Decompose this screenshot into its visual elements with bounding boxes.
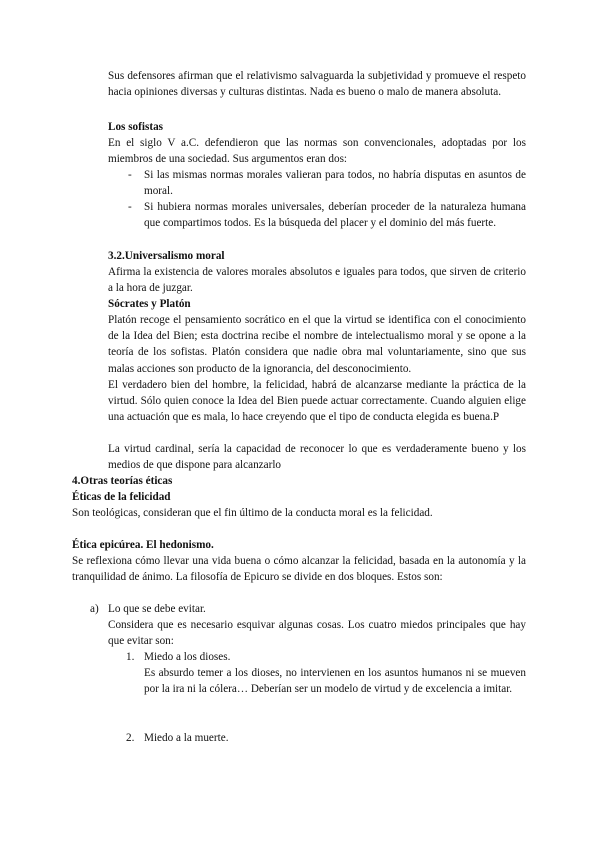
sofistas-intro-paragraph: En el siglo V a.C. defendieron que las normas son convencionales, adoptadas por los miembros de una sociedad. Sus argumentos eran dos: [108, 137, 526, 166]
platon-paragraph-3: La virtud cardinal, sería la capacidad de reconocer lo que es verdaderamente bueno y los medios de que dispone para alcanzarlo [108, 443, 526, 472]
list-marker-a: a) [90, 603, 99, 615]
item-1-title: Miedo a los dioses. [144, 651, 231, 663]
item-a-paragraph: Considera que es necesario esquivar algunas cosas. Los cuatro miedos principales que hay que evitar son: [108, 619, 526, 648]
platon-paragraph-1: Platón recoge el pensamiento socrático en el que la virtud se identifica con el conocimiento de la Idea del Bien; esta doctrina recibe el nombre de intelectualismo moral y se opone a la teoría de los sofistas. Platón considera que nadie obra mal voluntariamente, sino que sus malas acciones son producto de la ignorancia, del desconocimiento. [108, 314, 526, 375]
eticas-felicidad-heading: Éticas de la felicidad [72, 491, 171, 503]
bullet-dash: - [128, 201, 132, 213]
bullet-dash: - [128, 169, 132, 181]
list-marker-2: 2. [126, 732, 135, 744]
list-marker-1: 1. [126, 651, 135, 663]
relativism-defense-paragraph: Sus defensores afirman que el relativismo salvaguarda la subjetividad y promueve el respeto hacia opiniones diversas y culturas distintas. Nada es bueno o malo de manera absoluta. [108, 70, 526, 99]
sofistas-bullet-2: Si hubiera normas morales universales, deberían proceder de la naturaleza humana que compartimos todos. Es la búsqueda del placer y el dominio del más fuerte. [144, 201, 526, 230]
item-2-title: Miedo a la muerte. [144, 732, 229, 744]
eticas-felicidad-paragraph: Son teológicas, consideran que el fin último de la conducta moral es la felicidad. [72, 507, 433, 519]
sofistas-heading: Los sofistas [108, 121, 164, 133]
universalismo-paragraph: Afirma la existencia de valores morales absolutos e iguales para todos, que sirven de criterio a la hora de juzgar. [108, 266, 526, 295]
platon-paragraph-2: El verdadero bien del hombre, la felicidad, habrá de alcanzarse mediante la práctica de la virtud. Sólo quien conoce la Idea del Bien puede actuar correctamente. Cuando alguien elige una actuación que es mala, lo hace creyendo que el tipo de conducta elegida es buena.P [108, 379, 526, 424]
item-1-paragraph: Es absurdo temer a los dioses, no intervienen en los asuntos humanos ni se mueven por la ira ni la cólera… Deberían ser un modelo de virtud y de excelencia a imitar. [144, 667, 526, 696]
etica-epicurea-paragraph: Se reflexiona cómo llevar una vida buena o cómo alcanzar la felicidad, basada en la autonomía y la tranquilidad de ánimo. La filosofía de Epicuro se divide en dos bloques. Estos son: [72, 555, 526, 584]
item-a-title: Lo que se debe evitar. [108, 603, 206, 615]
otras-teorias-heading: 4.Otras teorías éticas [72, 475, 173, 487]
etica-epicurea-heading: Ética epicúrea. El hedonismo. [72, 539, 214, 551]
universalismo-heading: 3.2.Universalismo moral [108, 250, 225, 262]
socrates-platon-heading: Sócrates y Platón [108, 298, 191, 310]
sofistas-bullet-1: Si las mismas normas morales valieran para todos, no habría disputas en asuntos de moral. [144, 169, 526, 198]
